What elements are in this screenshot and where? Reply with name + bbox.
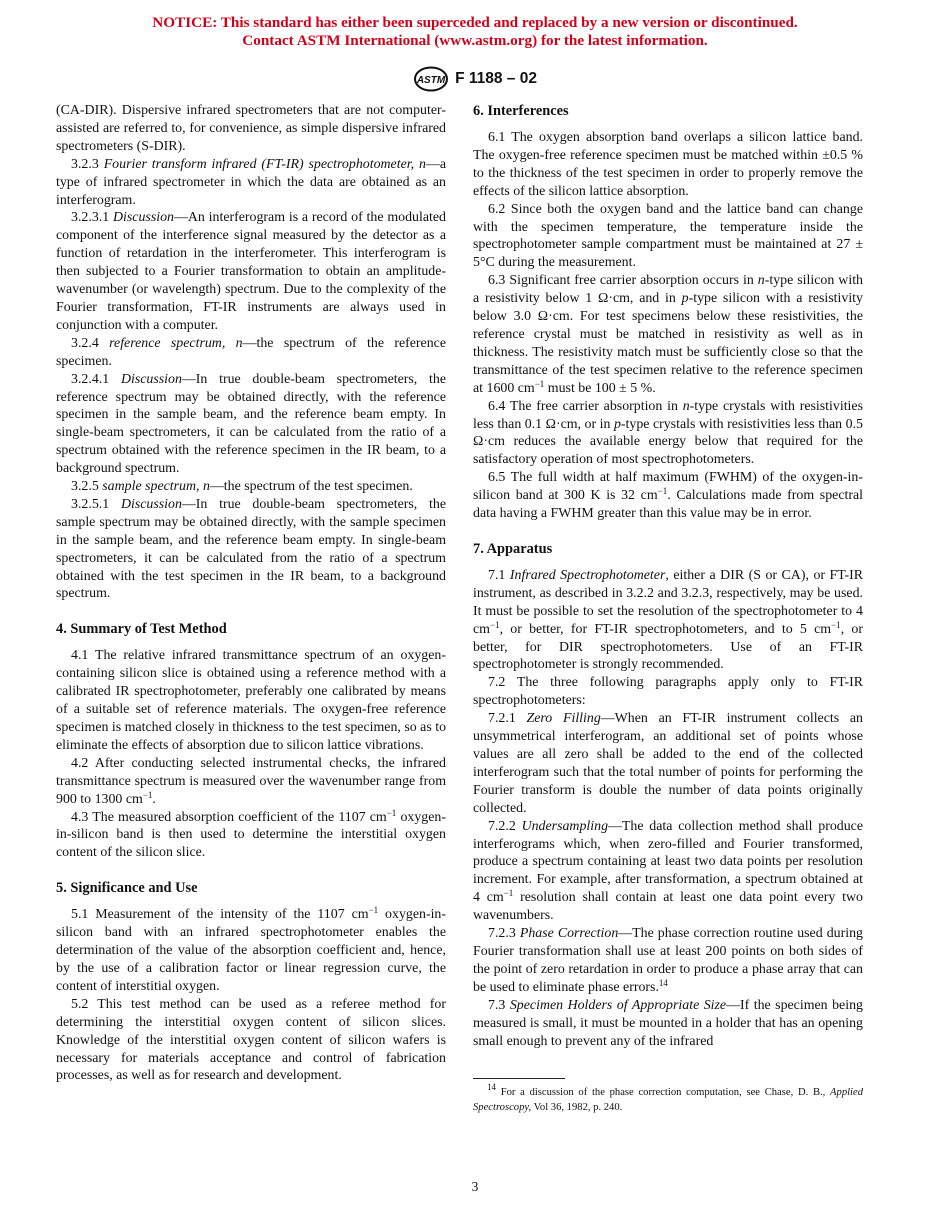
notice-line-2: Contact ASTM International (www.astm.org) for the latest information. [242, 32, 708, 49]
paragraph: (CA-DIR). Dispersive infrared spectrometers that are not computer-assisted are referred to, for convenience, as simple dispersive infrared spectrometers (S-DIR). [56, 103, 446, 154]
section-heading-7: 7. Apparatus [473, 540, 553, 557]
paragraph-3-2-4-1: 3.2.4.1 Discussion—In true double-beam spectrometers, the reference spectrum may be obtained directly, with the reference specimen in the sample beam, and the reference beam empty. In single-beam spectrometers, it can be calculated from the ratio of a spectrum obtained with the reference specimen in the IR beam, to a background spectrum. [56, 371, 446, 477]
page-number: 3 [471, 1179, 479, 1194]
left-column [56, 102, 446, 1085]
paragraph-3-2-4: 3.2.4 reference spectrum, n—the spectrum of the reference specimen. [56, 335, 446, 369]
right-column [473, 102, 863, 1115]
paragraph-3-2-3: 3.2.3 Fourier transform infrared (FT-IR) spectrophotometer, n—a type of infrared spectrometer in which the data are obtained as an interferogram. [56, 156, 446, 208]
footnote-ref[interactable]: 14 [658, 977, 668, 988]
paragraph-4-3: 4.3 The measured absorption coefficient of the 1107 $cm^{-1}$ oxygen-in-silicon band is then used to determine the interstitial oxygen content of the silicon slice. [56, 807, 446, 861]
logo-text: ASTM [416, 75, 446, 86]
section-heading-5: 5. Significance and Use [56, 880, 198, 897]
paragraph-6-1: 6.1 The oxygen absorption band overlaps a silicon lattice band. The oxygen-free reference specimen must be matched within ±0.5 % to the thickness of the test specimen in order to properly remove the effects of the silicon lattice absorption. [473, 130, 863, 199]
paragraph-7-1: 7.1 Infrared Spectrophotometer, either a DIR (S or CA), or FT-IR instrument, as described in 3.2.2 and 3.2.3, respectively, may be used. It must be possible to set the resolution of the spectrophotometer to 4 $cm^{-1}$, or better, for FT-IR spectrophotometers, and to 5 $cm^{-1}$, or better, for DIR spectrophotometers. Use of an FT-IR spectrophotometer is strongly recommended. [473, 567, 863, 673]
notice-line-1: NOTICE: This standard has either been superceded and replaced by a new version or discontinued. [152, 14, 798, 31]
paragraph-3-2-5: 3.2.5 sample spectrum, n—the spectrum of the test specimen. [71, 479, 413, 495]
notice-banner [0, 14, 950, 50]
footnote-14: $^{14}$ For a discussion of the phase correction computation, see Chase, D. B., Applied Spectroscopy, Vol 36, 1982, p. 240. [473, 1082, 863, 1114]
astm-logo-icon [413, 66, 449, 92]
section-heading-6: 6. Interferences [473, 103, 569, 119]
paragraph-7-2-1: 7.2.1 Zero Filling—When an FT-IR instrument collects an unsymmetrical interferogram, an additional set of points whose values are all zero shall be added to the end of the collected interferogram such that the total number of points for performing the Fourier transform is double the number of data points originally collected. [473, 711, 863, 816]
paragraph-5-1: 5.1 Measurement of the intensity of the 1107 $cm^{-1}$ oxygen-in-silicon band with an infrared spectrophotometer enables the determination of the value of the absorption coefficient and, hence, by the use of a calibration factor or linear regression curve, the content of interstitial oxygen. [56, 905, 447, 994]
designation: F 1188 – 02 [455, 70, 537, 87]
paragraph-7-2-2: 7.2.2 Undersampling—The data collection method shall produce interferograms which, when zero-filled and Fourier transformed, produce a spectrum containing at least two data points per resolution increment. For example, after transformation, a spectrum obtained at 4 $cm^{-1}$ resolution shall contain at least one data point every two wavenumbers. [473, 818, 864, 924]
paragraph-3-2-5-1: 3.2.5.1 Discussion—In true double-beam spectrometers, the sample spectrum may be obtained directly, with the sample specimen in the sample beam, and the reference beam empty. In single-beam spectrometers, it can be calculated from the ratio of a spectrum obtained with the test specimen in the IR beam, to a background spectrum. [56, 496, 446, 602]
paragraph-4-1: 4.1 The relative infrared transmittance spectrum of an oxygen-containing silicon slice is obtained using a reference method with a calibrated IR spectrophotometer, preferably one calibrated by means of a suitable set of reference materials. The oxygen-free reference specimen is matched closely in thickness to the test specimen, so as to eliminate the effects of absorption due to silicon lattice vibrations. [56, 648, 447, 753]
paragraph-4-2: 4.2 After conducting selected instrumental checks, the infrared transmittance spectrum is measured over the wavenumber range from 900 to 1300 $cm^{-1}$. [56, 755, 446, 807]
section-heading-4: 4. Summary of Test Method [56, 621, 227, 638]
paragraph-7-3: 7.3 Specimen Holders of Appropriate Size—If the specimen being measured is small, it must be mounted in a holder that has an opening small enough to prevent any of the infrared [473, 997, 863, 1049]
paragraph-6-3: 6.3 Significant free carrier absorption occurs in n-type silicon with a resistivity below 1 Ω·cm, and in p-type silicon with a resistivity below 3.0 Ω·cm. For test specimens below these resistivities, the reference crystal must be matched in resistivity as well as in thickness. The resistivity match must be sufficiently close so that the transmittance of the test specimen relative to the reference specimen at 1600 $cm^{-1}$ must be 100 ± 5 %. [473, 273, 863, 396]
document-header [0, 66, 950, 92]
paragraph-6-4: 6.4 The free carrier absorption in n-type crystals with resistivities less than 0.1 Ω·cm, or in p-type crystals with resistivities less than 0.5 Ω·cm reduces the available energy below that required for the satisfactory operation of most spectrophotometers. [473, 398, 863, 468]
paragraph-3-2-3-1: 3.2.3.1 Discussion—An interferogram is a record of the modulated component of the interference signal measured by the detector as a function of retardation in the interferometer. This interferogram is then subjected to a Fourier transformation to obtain an amplitude-wavenumber (or wavelength) spectrum. Due to the complexity of the Fourier transformation, FT-IR instruments are always used in conjunction with a computer. [56, 210, 446, 333]
paragraph-7-2-3: 7.2.3 Phase Correction—The phase correction routine used during Fourier transformation shall use at least 200 points on both sides of the point of zero retardation in order to produce a phase array that can be used to eliminate phase errors.$^{14}$ [473, 926, 863, 995]
paragraph-6-5: 6.5 The full width at half maximum (FWHM) of the oxygen-in-silicon band at 300 K is 32 $cm^{-1}$. Calculations made from spectral data having a FWHM greater than this value may be in error. [473, 470, 863, 522]
paragraph-5-2: 5.2 This test method can be used as a referee method for determining the interstitial oxygen content of silicon slices. Knowledge of the interstitial oxygen content of silicon wafers is necessary for materials acceptance and control of fabrication processes, as well as for research and development. [56, 996, 446, 1084]
paragraph-6-2: 6.2 Since both the oxygen band and the lattice band can change with the specimen temperature, the temperature inside the spectrophotometer sample compartment must be maintained at 27 ± 5°C during the measurement. [473, 201, 863, 271]
paragraph-7-2: 7.2 The three following paragraphs apply only to FT-IR spectrophotometers: [473, 675, 863, 709]
